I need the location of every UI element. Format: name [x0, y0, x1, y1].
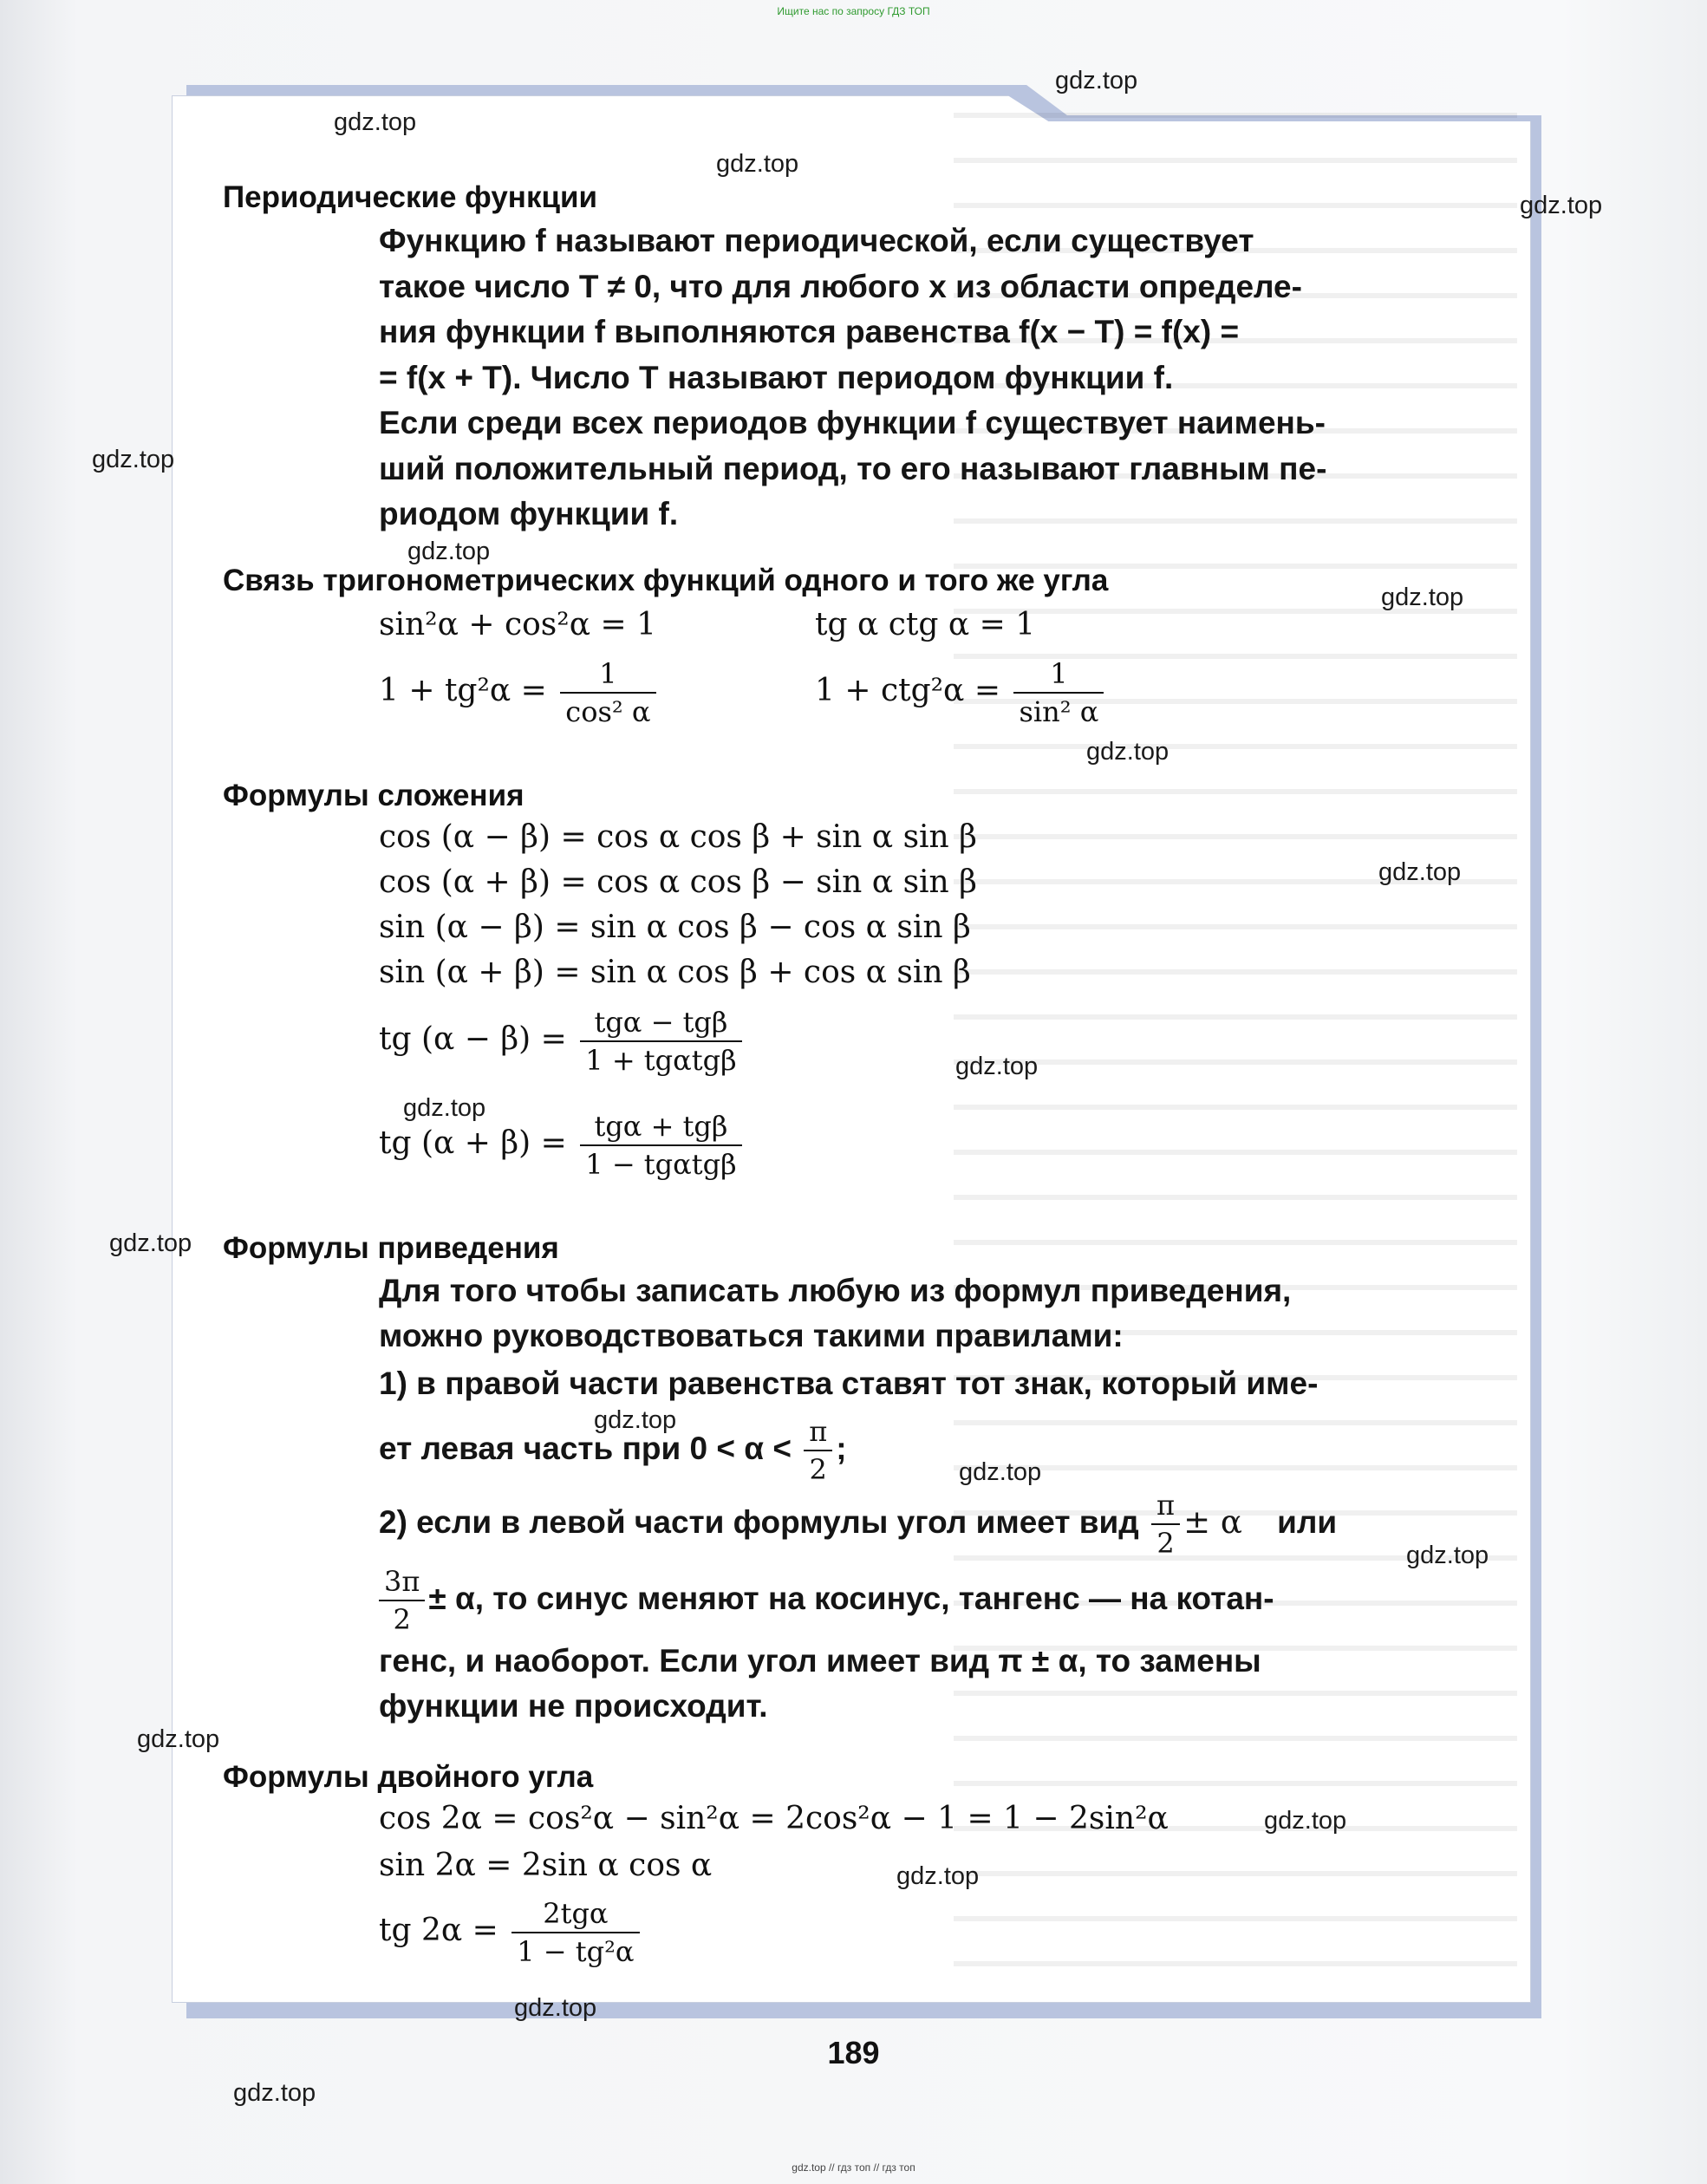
reduction-line-5-text: 2) если в левой части формулы угол имеет вид: [379, 1503, 1139, 1540]
reduction-line-3: 1) в правой части равенства ставят тот знак, который име-: [379, 1366, 1319, 1401]
plus-minus-alpha: ± α: [1183, 1503, 1242, 1541]
formula-sin-2a: sin 2α = 2sin α cos α: [379, 1848, 713, 1883]
formula-tg-2a: [379, 1897, 643, 1968]
watermark: gdz.top: [716, 150, 799, 178]
reduction-line-2: можно руководствоваться такими правилами:: [379, 1318, 1124, 1353]
formula-sin-plus: sin (α + β) = sin α cos β + cos α sin β: [379, 955, 971, 990]
periodic-paragraph: [379, 218, 1480, 538]
periodic-line-4: = f(x + T). Число T называют периодом функции f.: [379, 359, 1174, 395]
heading-addition: Формулы сложения: [223, 779, 524, 812]
periodic-line-6: ший положительный период, то его называют главным пе-: [379, 450, 1327, 486]
fraction-denominator: cos² α: [565, 695, 651, 728]
watermark: gdz.top: [955, 1053, 1039, 1080]
page-number: 189: [827, 2035, 880, 2070]
three-pi-over-2-fraction: [379, 1565, 425, 1636]
formula-sin-minus: sin (α − β) = sin α cos β − cos α sin β: [379, 909, 971, 945]
fraction-numerator: π: [1151, 1489, 1180, 1525]
formula-ctg-identity: [815, 657, 1107, 728]
formula-sin2-cos2: sin²α + cos²α = 1: [379, 607, 656, 642]
fraction-denominator: 1 + tgαtgβ: [585, 1044, 737, 1077]
periodic-line-2: такое число T ≠ 0, что для любого x из области определе-: [379, 268, 1302, 304]
watermark: gdz.top: [1055, 67, 1138, 95]
formula-cos-plus: cos (α + β) = cos α cos β − sin α sin β: [379, 864, 977, 900]
periodic-line-5: Если среди всех периодов функции f существует наимень-: [379, 405, 1326, 440]
fraction-denominator: 1 − tgαtgβ: [585, 1148, 737, 1181]
formula-ctg-identity-fraction: [1013, 657, 1104, 728]
fraction-denominator: 2: [809, 1453, 827, 1486]
fraction-numerator: π: [804, 1415, 832, 1451]
watermark: gdz.top: [407, 538, 491, 565]
formula-tg-2a-fraction: [511, 1897, 639, 1968]
formula-tg-ctg: tg α ctg α = 1: [815, 607, 1036, 642]
periodic-line-1: Функцию f называют периодической, если существует: [379, 223, 1254, 258]
watermark: gdz.top: [1406, 1542, 1489, 1569]
fraction-numerator: 1: [560, 657, 655, 694]
pi-over-2-fraction: [804, 1415, 832, 1486]
formula-tg-identity: [379, 657, 660, 728]
reduction-line-1: Для того чтобы записать любую из формул приведения,: [379, 1273, 1292, 1308]
formula-tg-2a-left: tg 2α =: [379, 1913, 498, 1948]
watermark: gdz.top: [334, 108, 417, 136]
fraction-denominator: 2: [393, 1603, 411, 1636]
fraction-denominator: sin² α: [1019, 695, 1099, 728]
periodic-line-3: ния функции f выполняются равенства f(x − T) = f(x) =: [379, 314, 1240, 349]
watermark: gdz.top: [959, 1458, 1042, 1486]
formula-ctg-identity-left: 1 + ctg²α =: [815, 673, 1000, 708]
formula-cos-minus: cos (α − β) = cos α cos β + sin α sin β: [379, 819, 977, 855]
watermark: gdz.top: [233, 2079, 316, 2107]
heading-relation: Связь тригонометрических функций одного и того же угла: [223, 564, 1109, 597]
reduction-line-6-text: ± α, то синус меняют на косинус, тангенс — на котан-: [428, 1580, 1274, 1616]
heading-reduction: Формулы приведения: [223, 1231, 559, 1265]
header-note: Ищите нас по запросу ГДЗ ТОП: [777, 5, 930, 17]
periodic-line-7: риодом функции f.: [379, 496, 679, 531]
watermark: gdz.top: [1264, 1807, 1347, 1835]
footer-note: gdz.top // гдз топ // гдз топ: [792, 2161, 915, 2174]
reduction-line-5-end: или: [1277, 1503, 1338, 1540]
watermark: gdz.top: [1378, 858, 1462, 886]
formula-tg-minus-fraction: [580, 1006, 741, 1077]
fraction-numerator: 1: [1013, 657, 1104, 694]
heading-periodic: Периодические функции: [223, 180, 598, 214]
fraction-numerator: 2tgα: [511, 1897, 639, 1933]
watermark: gdz.top: [1520, 192, 1603, 219]
formula-tg-minus-left: tg (α − β) =: [379, 1021, 567, 1057]
reduction-line-6: [379, 1565, 1274, 1636]
pi-over-2-fraction: [1151, 1489, 1180, 1560]
reduction-line-8: функции не происходит.: [379, 1688, 768, 1724]
formula-tg-plus-left: tg (α + β) =: [379, 1125, 567, 1161]
fraction-denominator: 1 − tg²α: [517, 1935, 635, 1968]
watermark: gdz.top: [403, 1094, 486, 1122]
watermark: gdz.top: [514, 1994, 597, 2022]
watermark: gdz.top: [1381, 583, 1464, 611]
formula-tg-identity-left: 1 + tg²α =: [379, 673, 547, 708]
fraction-numerator: tgα + tgβ: [580, 1110, 741, 1146]
formula-cos-2a: cos 2α = cos²α − sin²α = 2cos²α − 1 = 1 − 2sin²α: [379, 1801, 1169, 1836]
watermark: gdz.top: [1086, 738, 1169, 766]
reduction-line-4-end: ;: [836, 1430, 847, 1466]
fraction-numerator: 3π: [379, 1565, 425, 1601]
watermark: gdz.top: [109, 1229, 192, 1257]
formula-tg-plus-fraction: [580, 1110, 741, 1181]
watermark: gdz.top: [137, 1725, 220, 1753]
fraction-denominator: 2: [1156, 1527, 1175, 1560]
watermark: gdz.top: [896, 1862, 980, 1890]
fraction-numerator: tgα − tgβ: [580, 1006, 741, 1042]
reduction-line-5: [379, 1489, 1337, 1560]
reduction-line-4-text: ет левая часть при 0 < α <: [379, 1430, 792, 1466]
formula-tg-identity-fraction: [560, 657, 655, 728]
reduction-line-7: генс, и наоборот. Если угол имеет вид π ± α, то замены: [379, 1643, 1261, 1679]
heading-double-angle: Формулы двойного угла: [223, 1760, 594, 1794]
watermark: gdz.top: [92, 446, 175, 473]
watermark: gdz.top: [594, 1406, 677, 1434]
formula-tg-minus: [379, 1006, 746, 1077]
